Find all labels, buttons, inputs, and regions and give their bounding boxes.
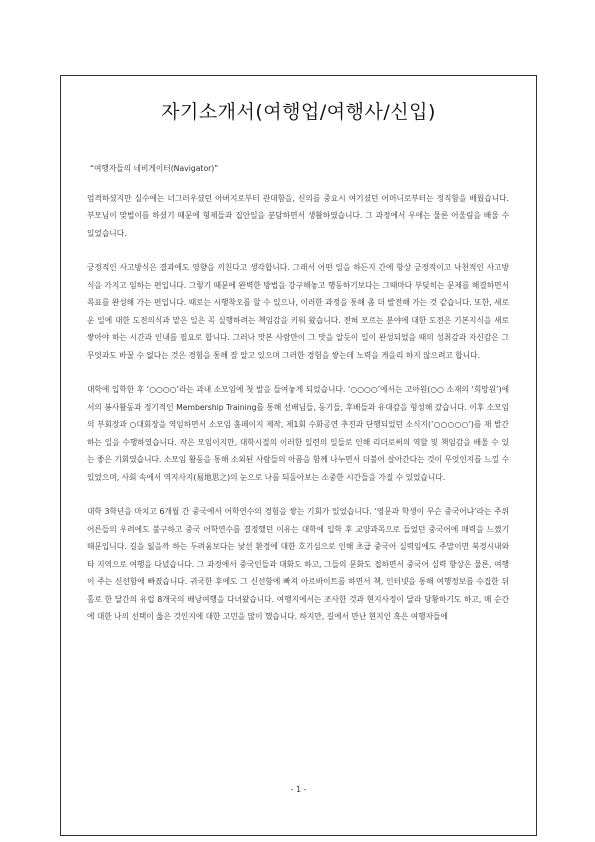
paragraph-club-activity: 대학에 입학한 후 ‘○○○○’라는 과내 소모임에 첫 발을 들여놓게 되었습니다. ‘○○○○’에서는 고아원(○○ 소재의 ‘희망원’)에서의 봉사활동과 정기적인 Membership Training를 통해 선배님들, 동기들, 후배들과 유대감을 형성해 갔습니다. 이후 소모임의 부회장과 ○대회장을 역임하면서 소모임 홈페이지 제작, 제1회 수화공연 추진과 단행되었던 소식지(‘○○○○○’)를 재 발간하는 일을 수행하였습니다. 작은 모임이지만, 대학시절의 이러한 일련의 일들로 인해 리더로써의 역할 및 책임감을 배울 수 있는 좋은 기회였습니다. 소모임 활동을 통해 소외된 사람들의 아픔을 함께 나누면서 더불어 살아간다는 것이 무엇인지를 느낄 수 있었으며, 사회 속에서 역지사지(易地思之)의 눈으로 나를 되돌아보는 소중한 시간들을 가질 수 있었습니다.: [87, 385, 509, 482]
paragraph-study-abroad: 대학 3학년을 마치고 6개월 간 중국에서 어학연수의 경험을 쌓는 기회가 있었습니다. ‘영문과 학생이 무슨 중국어냐’라는 주위 어른들의 우려에도 불구하고 중국 어학연수를 결정했던 이유는 대학에 입학 후 교양과목으로 들었던 중국어에 매력을 느꼈기 때문입니다. 길을 잃을까 하는 두려움보다는 낯선 환경에 대한 호기심으로 인해 초급 중국어 실력임에도 주말이면 북경시내와 타 지역으로 여행을 다녔습니다. 그 과정에서 중국인들과 대화도 하고, 그들의 문화도 접하면서 중국어 실력 향상은 물론, 여행이 주는 신선함에 빠졌습니다. 귀국한 후에도 그 신선함에 빠져 아르바이트를 하면서 책, 인터넷을 통해 여행정보를 수집한 뒤 홀로 한 달간의 유럽 8개국의 배낭여행을 다녀왔습니다. 여행지에서는 조사한 것과 현지사정이 달라 당황하기도 하고, 매 순간에 대한 나의 선택이 옳은 것인지에 대한 고민을 많이 했습니다. 하지만, 길에서 만난 현지인 혹은 여행자들에: [87, 507, 509, 621]
document-body: [87, 160, 509, 643]
page-number: - 1 -: [290, 785, 307, 794]
paragraph-family: 엄격하셨지만 실수에는 너그러우셨던 아버지로부터 관대함을, 신의를 중요시 여기셨던 어머니로부터는 정직함을 배웠습니다. 부모님이 맞벌이를 하셨기 때문에 형제들과 집안일을 분담하면서 생활하였습니다. 그 과정에서 우애는 물론 어울림을 배울 수 있었습니다.: [87, 193, 509, 238]
paragraph-attitude: 긍정적인 사고방식은 결과에도 영향을 끼친다고 생각합니다. 그래서 어떤 일을 하든지 간에 항상 긍정적이고 낙천적인 사고방식을 가지고 임하는 편입니다. 그렇기 때문에 완벽한 방법을 강구해놓고 행동하기보다는 그때마다 부딪히는 문제를 해결하면서 목표를 완성해 가는 편입니다. 때로는 시행착오를 할 수 있으나, 이러한 과정을 통해 좀 더 발전해 가는 것 같습니다. 또한, 새로운 일에 대한 도전의식과 맡은 일은 꼭 실행하려는 책임감을 키워 왔습니다. 전혀 모르는 분야에 대한 도전은 기본지식을 새로 쌓아야 하는 시간과 인내를 필요로 합니다. 그러나 맛본 사람만이 그 맛을 알듯이 일이 완성되었을 때의 성취감과 자신감은 그 무엇과도 바꿀 수 없다는 것은 경험을 통해 잘 알고 있으며 그러한 경험을 쌓는데 노력을 게을리 하지 않으려고 합니다.: [87, 263, 509, 360]
document-title: 자기소개서(여행업/여행사/신입): [161, 101, 436, 123]
document-subtitle: “여행자들의 네비게이터(Navigator)”: [90, 164, 219, 173]
